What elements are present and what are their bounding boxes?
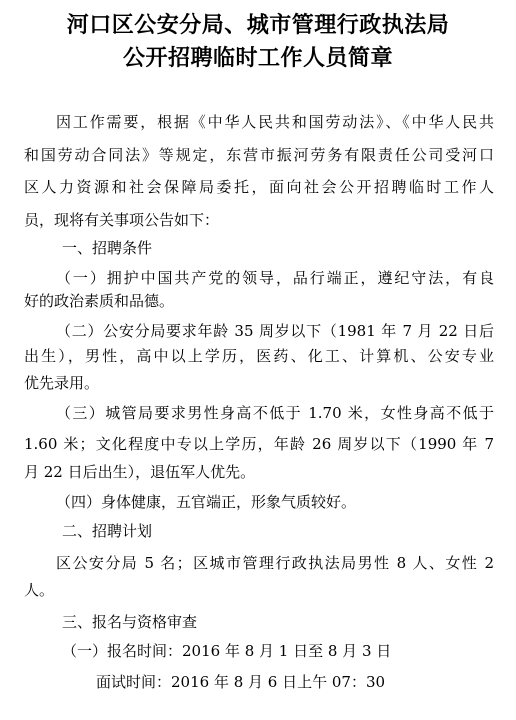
intro-line-3: 区人力资源和社会保障局委托，面向社会公开招聘临时工作人: [24, 178, 494, 196]
condition-2-line-2: 出生），男性，高中以上学历，医药、化工、计算机、公安专业: [24, 347, 494, 365]
condition-3-line-3: 月 22 日后出生），退伍军人优先。: [24, 463, 256, 481]
intro-line-4: 员，现将有关事项公告如下：: [24, 211, 220, 229]
condition-3-line-2: 1.60 米；文化程度中专以上学历，年龄 26 周岁以下（1990 年 7: [24, 435, 494, 453]
section-heading-registration: 三、报名与资格审查: [62, 613, 198, 631]
section-heading-plan: 二、招聘计划: [62, 522, 153, 540]
plan-line-2: 人。: [24, 581, 55, 599]
condition-4-line-1: （四）身体健康，五官端正，形象气质较好。: [56, 493, 357, 511]
condition-1-line-1: （一）拥护中国共产党的领导，品行端正，遵纪守法，有良: [56, 269, 494, 287]
plan-line-1: 区公安分局 5 名；区城市管理行政执法局男性 8 人、女性 2: [56, 554, 494, 572]
intro-line-1: 因工作需要，根据《中华人民共和国劳动法》、《中华人民共: [56, 113, 494, 131]
condition-2-line-1: （二）公安分局要求年龄 35 周岁以下（1981 年 7 月 22 日后: [56, 322, 494, 340]
condition-3-line-1: （三）城管局要求男性身高不低于 1.70 米，女性身高不低于: [56, 404, 494, 422]
condition-2-line-3: 优先录用。: [24, 374, 100, 392]
document-title-line-1: 河口区公安分局、城市管理行政执法局: [66, 13, 450, 38]
section-heading-conditions: 一、招聘条件: [62, 239, 153, 257]
registration-time: （一）报名时间：2016 年 8 月 1 日至 8 月 3 日: [62, 642, 392, 660]
document-title-line-2: 公开招聘临时工作人员简章: [122, 46, 393, 71]
condition-1-line-2: 好的政治素质和品德。: [24, 292, 175, 310]
intro-line-2: 和国劳动合同法》等规定，东营市振河劳务有限责任公司受河口: [24, 146, 494, 164]
interview-time: 面试时间：2016 年 8 月 6 日上午 07：30: [96, 673, 386, 691]
